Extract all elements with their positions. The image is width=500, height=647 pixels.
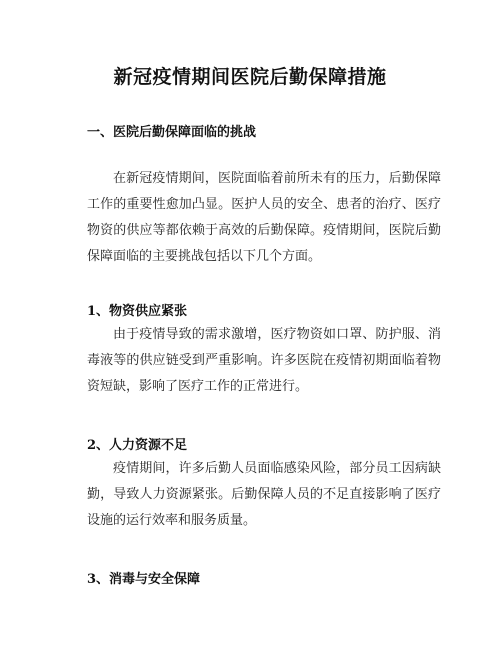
item-heading-disinfection: 3、消毒与安全保障 [87,572,201,587]
document-title: 新冠疫情期间医院后勤保障措施 [113,66,387,88]
section-intro-paragraph: 在新冠疫情期间，医院面临着前所未有的压力，后勤保障工作的重要性愈加凸显。医护人员的安全、患者的治疗、医疗物资的供应等都依赖于高效的后勤保障。疫情期间，医院后勤保障面临的主要挑战包括以下几个方面。 [87,171,441,264]
item-body-staffing: 疫情期间，许多后勤人员面临感染风险，部分员工因病缺勤，导致人力资源紧张。后勤保障人员的不足直接影响了医疗设施的运行效率和服务质量。 [87,461,441,528]
item-heading-supplies: 1、物资供应紧张 [87,304,188,319]
section-heading-challenges: 一、医院后勤保障面临的挑战 [87,125,257,140]
item-body-supplies: 由于疫情导致的需求激增，医疗物资如口罩、防护服、消毒液等的供应链受到严重影响。许多医院在疫情初期面临着物资短缺，影响了医疗工作的正常进行。 [87,327,441,394]
item-heading-staffing: 2、人力资源不足 [87,438,188,453]
